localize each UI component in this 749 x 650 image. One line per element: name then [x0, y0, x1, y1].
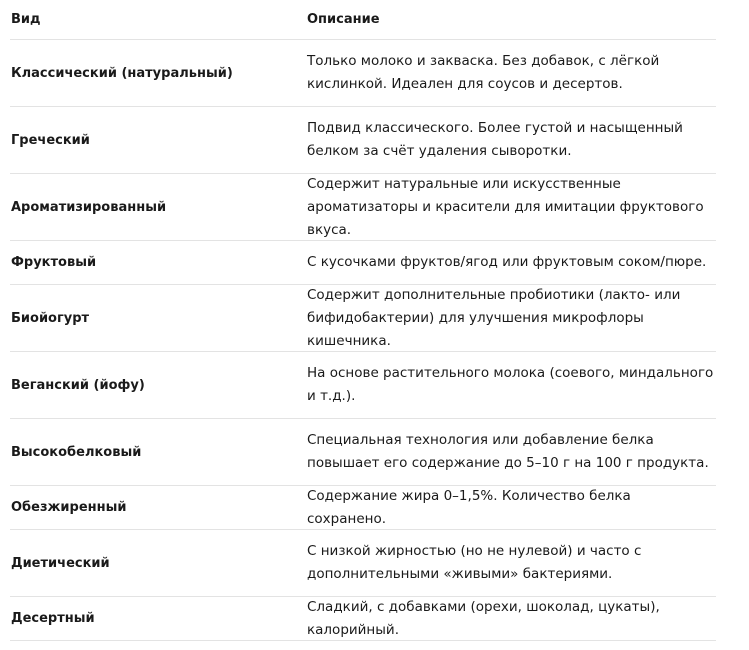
table-row: [10, 419, 716, 486]
row-type: Десертный: [11, 611, 95, 626]
header-type: Вид: [11, 12, 41, 27]
table-row: [10, 352, 716, 419]
row-type: Классический (натуральный): [11, 65, 233, 81]
row-description: Содержит натуральные или искусственные ароматизаторы и красители для имитации фруктового вкуса.: [307, 175, 704, 238]
row-description: Специальная технология или добавление белка повышает его содержание до 5–10 г на 100 г продукта.: [307, 432, 709, 471]
row-description: Подвид классического. Более густой и насыщенный белком за счёт удаления сыворотки.: [307, 120, 683, 159]
table-row: [10, 174, 716, 241]
table-row: [10, 107, 716, 174]
row-type: Греческий: [11, 132, 90, 148]
table-header: [10, 0, 716, 40]
table-row: [10, 285, 716, 352]
row-type: Фруктовый: [11, 255, 97, 270]
row-description: Содержит дополнительные пробиотики (лакто- или бифидобактерии) для улучшения микрофлоры кишечника.: [307, 286, 681, 349]
row-description: Сладкий, с добавками (орехи, шоколад, цукаты), калорийный.: [307, 598, 660, 638]
row-type: Обезжиренный: [11, 500, 127, 515]
row-description: С низкой жирностью (но не нулевой) и часто с дополнительными «живыми» бактериями.: [307, 543, 642, 582]
row-description: С кусочками фруктов/ягод или фруктовым соком/пюре.: [307, 254, 707, 270]
yogurt-types-table: [10, 0, 716, 641]
row-description: Только молоко и закваска. Без добавок, с лёгкой кислинкой. Идеален для соусов и десертов.: [307, 53, 660, 92]
table-row: [10, 597, 716, 641]
table-row: [10, 40, 716, 107]
row-type: Веганский (йофу): [11, 377, 145, 393]
header-description: Описание: [307, 12, 380, 27]
table-row: [10, 241, 716, 285]
row-type: Ароматизированный: [11, 199, 167, 215]
row-description: На основе растительного молока (соевого, миндального и т.д.).: [307, 365, 714, 404]
row-type: Высокобелковый: [11, 444, 142, 460]
table-row: [10, 486, 716, 530]
table-row: [10, 530, 716, 597]
row-description: Содержание жира 0–1,5%. Количество белка сохранено.: [307, 487, 631, 527]
row-type: Биойогурт: [11, 310, 90, 326]
row-type: Диетический: [11, 555, 110, 571]
